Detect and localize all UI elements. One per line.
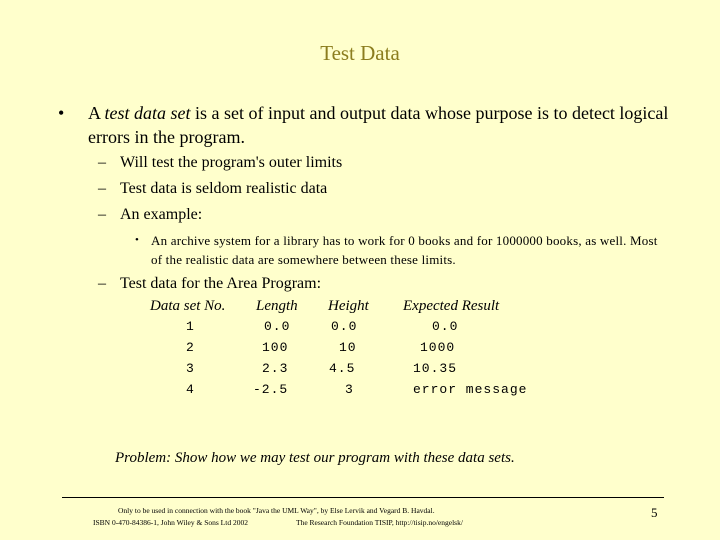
table-cell: -2.5 (253, 382, 289, 397)
main-bullet-text (88, 101, 688, 149)
table-cell: error message (413, 382, 528, 397)
main-bullet-italic: test data set (104, 103, 191, 123)
table-cell: 3 (186, 361, 195, 376)
table-cell: 10.35 (413, 361, 458, 376)
table-cell: 10 (339, 340, 357, 355)
table-header-length: Length (256, 298, 298, 314)
table-cell: 2.3 (262, 361, 289, 376)
dash: – (98, 206, 106, 223)
main-bullet-after: is a set of input and output data whose purpose is to detect logical errors in the program. (88, 103, 669, 147)
table-cell: 100 (262, 340, 289, 355)
dash: – (98, 275, 106, 292)
table-cell: 2 (186, 340, 195, 355)
dash: – (98, 180, 106, 197)
sub-bullet-text: An example: (120, 206, 203, 223)
sub-bullet-text: Will test the program's outer limits (120, 154, 343, 171)
bullet-dot: • (58, 103, 65, 123)
table-header-expected: Expected Result (403, 298, 500, 314)
table-cell: 3 (345, 382, 354, 397)
table-header-height: Height (328, 298, 369, 314)
table-header-dataset: Data set No. (150, 298, 226, 314)
footer-line2-foundation: The Research Foundation TISIP, http://tisip.no/engelsk/ (296, 518, 463, 527)
table-cell: 0.0 (331, 319, 358, 334)
footer-divider (62, 497, 664, 498)
table-cell: 1000 (420, 340, 456, 355)
table-cell: 1 (186, 319, 195, 334)
footer-line1: Only to be used in connection with the book "Java the UML Way", by Else Lervik and Vegard B. Havdal. (118, 506, 435, 515)
dash: – (98, 154, 106, 171)
sub-bullet-text: Test data is seldom realistic data (120, 180, 328, 197)
footer-line2-isbn: ISBN 0-470-84386-1, John Wiley & Sons Ltd 2002 (93, 518, 248, 527)
table-cell: 0.0 (264, 319, 291, 334)
table-cell: 0.0 (432, 319, 459, 334)
problem-text: Problem: Show how we may test our program with these data sets. (115, 450, 515, 466)
example-text: An archive system for a library has to work for 0 books and for 1000000 books, as well. Most of the realistic data are somewhere between these limits. (151, 233, 658, 267)
page-number: 5 (651, 505, 658, 520)
area-bullet-text: Test data for the Area Program: (120, 275, 322, 292)
bullet-dot: • (135, 234, 140, 246)
table-cell: 4 (186, 382, 195, 397)
table-cell: 4.5 (329, 361, 356, 376)
slide-title: Test Data (320, 41, 400, 65)
main-bullet-before: A (88, 103, 105, 123)
